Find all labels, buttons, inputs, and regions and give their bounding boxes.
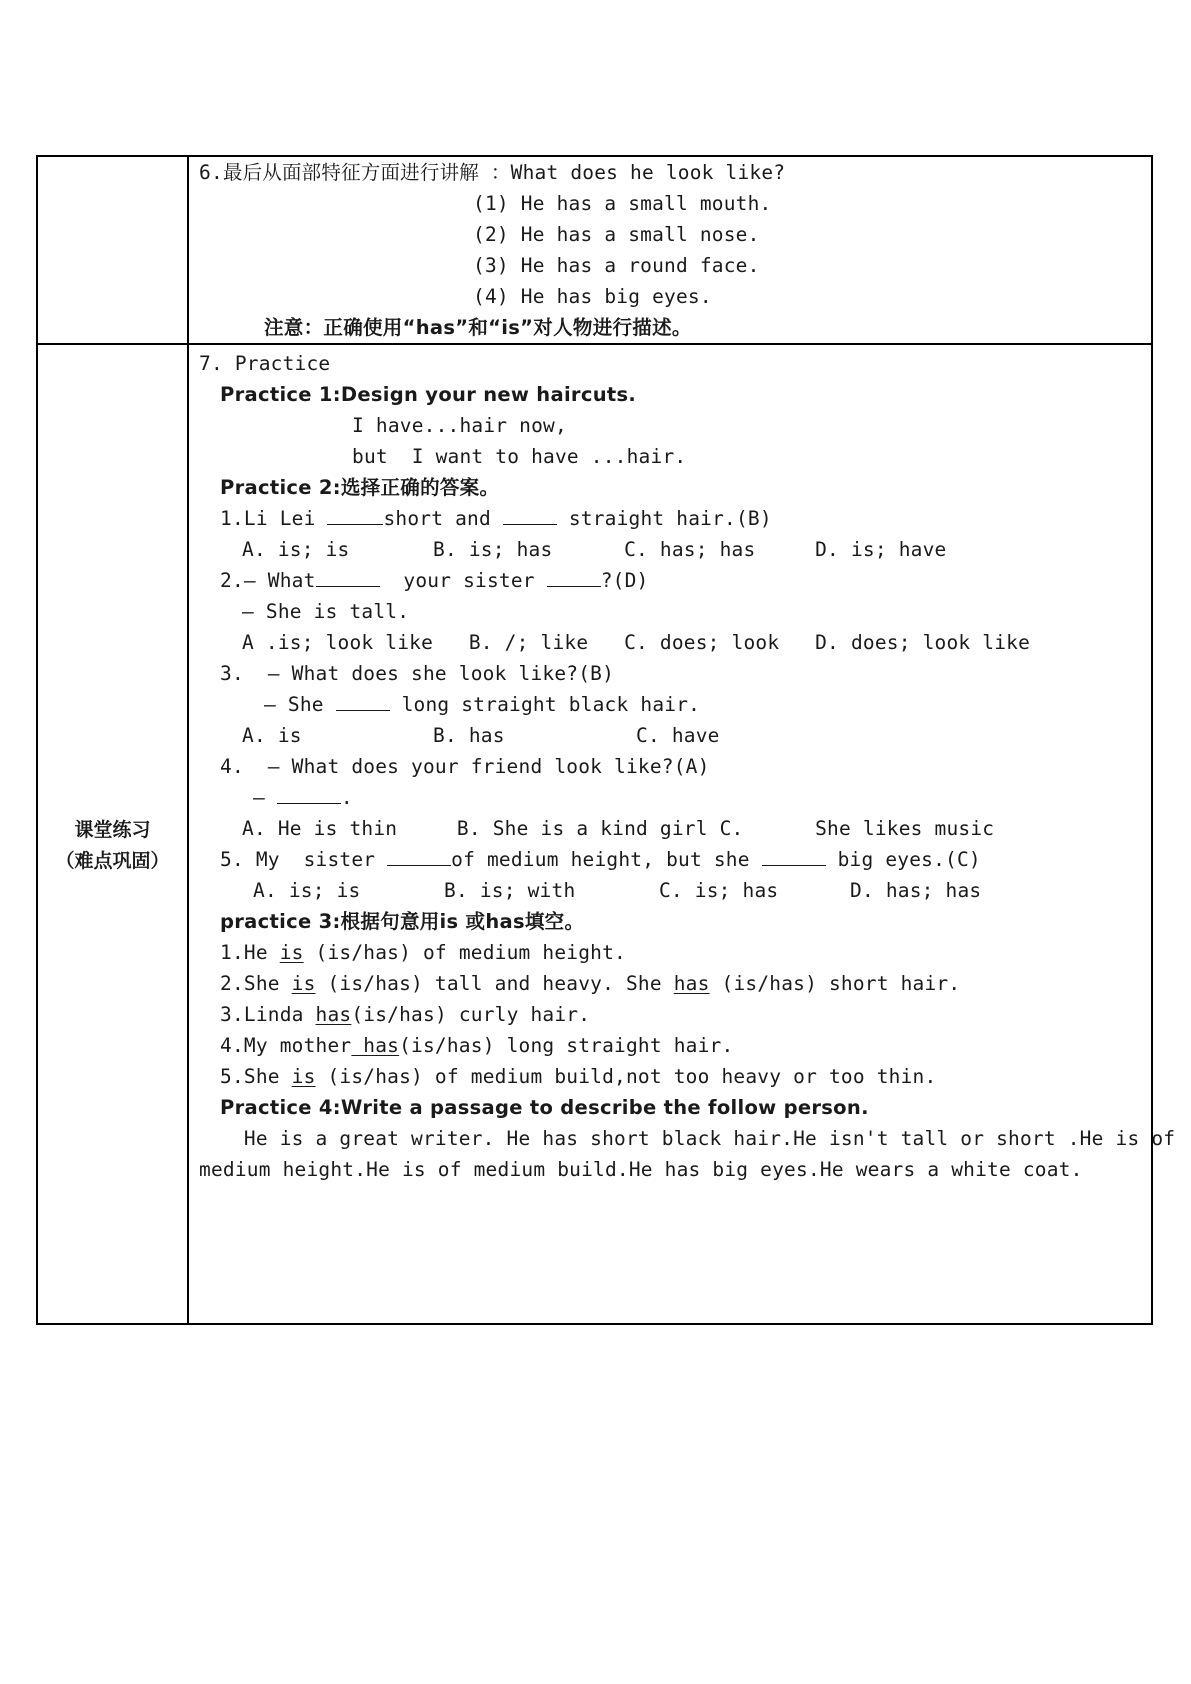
face-features-heading: 6.最后从面部特征方面进行讲解 ：What does he look like? (199, 161, 786, 184)
question-2-options: A .is; look like B. /; like C. does; look D. does; look like (242, 631, 1031, 654)
passage-line-2: medium height.He is of medium build.He has big eyes.He wears a white coat. (199, 1158, 1083, 1181)
question-4: 4. — What does your friend look like?(A) (220, 755, 710, 778)
face-item-2: (2) He has a small nose. (473, 223, 760, 246)
practice-1-title: Practice 1:Design your new haircuts. (220, 383, 637, 406)
passage-line-1: He is a great writer. He has short black hair.He isn't tall or short .He is of (220, 1127, 1176, 1150)
question-1-options: A. is; is B. is; has C. has; has D. is; have (242, 538, 947, 561)
question-1: 1.Li Lei short and straight hair.(B) (220, 507, 772, 530)
practice-2-title: Practice 2:选择正确的答案。 (220, 476, 500, 499)
practice-4-title: Practice 4:Write a passage to describe the follow person. (220, 1096, 869, 1119)
row-divider (36, 343, 1153, 345)
fill-item-1: 1.He is (is/has) of medium height. (220, 941, 626, 964)
fill-item-4: 4.My mother has(is/has) long straight hair. (220, 1034, 734, 1057)
question-4-options: A. He is thin B. She is a kind girl C. She likes music (242, 817, 995, 840)
question-3-options: A. is B. has C. have (242, 724, 720, 747)
column-divider (187, 155, 189, 1325)
question-3-reply: — She long straight black hair. (264, 693, 701, 716)
practice-3-title: practice 3:根据句意用is 或has填空。 (220, 910, 585, 933)
question-2-reply: — She is tall. (242, 600, 410, 623)
practice-section-title: 7. Practice (199, 352, 331, 375)
face-item-4: (4) He has big eyes. (473, 285, 712, 308)
question-2: 2.— What your sister ?(D) (220, 569, 649, 592)
side-label-subtitle: （难点巩固） (55, 850, 170, 872)
face-item-1: (1) He has a small mouth. (473, 192, 772, 215)
question-5-options: A. is; is B. is; with C. is; has D. has; has (253, 879, 982, 902)
practice-1-line-1: I have...hair now, (352, 414, 567, 437)
face-item-3: (3) He has a round face. (473, 254, 760, 277)
question-5: 5. My sister of medium height, but she big eyes.(C) (220, 848, 981, 871)
question-3: 3. — What does she look like?(B) (220, 662, 615, 685)
fill-item-2: 2.She is (is/has) tall and heavy. She has (is/has) short hair. (220, 972, 961, 995)
usage-note: 注意：正确使用“has”和“is”对人物进行描述。 (264, 316, 692, 339)
fill-item-5: 5.She is (is/has) of medium build,not too heavy or too thin. (220, 1065, 937, 1088)
question-4-reply: — . (253, 786, 353, 809)
side-label-title: 课堂练习 (74, 819, 151, 841)
practice-1-line-2: but I want to have ...hair. (352, 445, 687, 468)
fill-item-3: 3.Linda has(is/has) curly hair. (220, 1003, 591, 1026)
